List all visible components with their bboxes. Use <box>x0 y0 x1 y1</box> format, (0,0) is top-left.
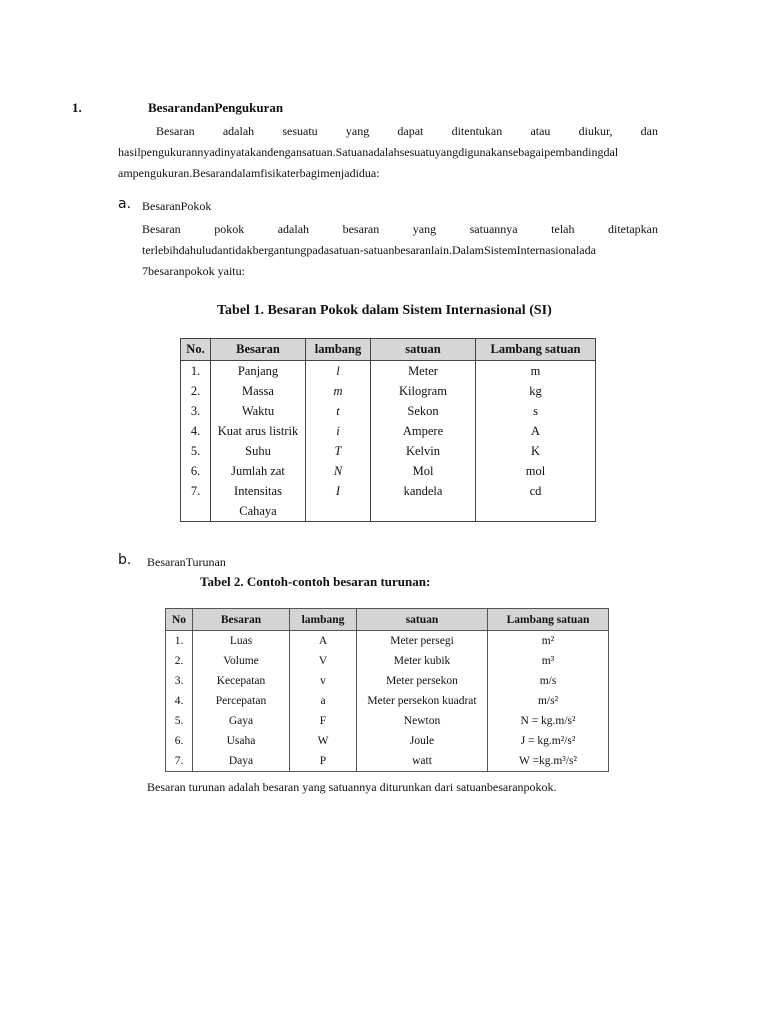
cell-besaran: Kuat arus listrik <box>211 421 306 441</box>
table-row <box>181 441 596 461</box>
cell-no: 1. <box>181 361 211 382</box>
table-row <box>181 461 596 481</box>
cell-satuan: Mol <box>371 461 476 481</box>
cell-lambang-satuan: m² <box>488 631 609 652</box>
header-cell: Besaran <box>211 339 306 361</box>
cell-satuan: kandela <box>371 481 476 501</box>
table-row <box>166 631 609 652</box>
section-number: 1. <box>72 100 82 115</box>
table-row <box>181 481 596 501</box>
cell-lambang <box>306 501 371 522</box>
cell-lambang-satuan: mol <box>476 461 596 481</box>
cell-lambang-satuan: s <box>476 401 596 421</box>
cell-satuan: Meter persegi <box>357 631 488 652</box>
cell-satuan: Meter kubik <box>357 651 488 671</box>
cell-lambang: m <box>306 381 371 401</box>
cell-no: 1. <box>166 631 193 652</box>
cell-satuan: Meter persekon kuadrat <box>357 691 488 711</box>
cell-besaran: Percepatan <box>193 691 290 711</box>
cell-no: 6. <box>181 461 211 481</box>
cell-besaran: Volume <box>193 651 290 671</box>
cell-no: 2. <box>181 381 211 401</box>
cell-lambang-satuan: J = kg.m²/s² <box>488 731 609 751</box>
cell-lambang-satuan: W =kg.m³/s² <box>488 751 609 772</box>
table-row <box>181 421 596 441</box>
cell-no: 4. <box>166 691 193 711</box>
header-cell: Besaran <box>193 609 290 631</box>
cell-lambang: W <box>290 731 357 751</box>
cell-lambang-satuan: cd <box>476 481 596 501</box>
cell-lambang: I <box>306 481 371 501</box>
cell-besaran: Kecepatan <box>193 671 290 691</box>
cell-no: 3. <box>181 401 211 421</box>
section-title: BesarandanPengukuran <box>148 100 284 115</box>
sub-b-letter: b. <box>118 552 132 568</box>
header-cell: satuan <box>357 609 488 631</box>
table-besaran-turunan <box>165 608 609 772</box>
cell-lambang: N <box>306 461 371 481</box>
cell-no: 6. <box>166 731 193 751</box>
table1-caption: Tabel 1. Besaran Pokok dalam Sistem Internasional (SI) <box>217 303 552 318</box>
cell-besaran: Luas <box>193 631 290 652</box>
table-row <box>181 361 596 382</box>
sub-b-title: BesaranTurunan <box>147 555 226 569</box>
sub-a-line: 7besaranpokok yaitu: <box>142 264 245 278</box>
table-row <box>166 671 609 691</box>
intro-paragraph <box>118 121 658 184</box>
cell-lambang: V <box>290 651 357 671</box>
cell-lambang-satuan: m/s <box>488 671 609 691</box>
cell-besaran: Panjang <box>211 361 306 382</box>
cell-lambang: v <box>290 671 357 691</box>
table2-caption: Tabel 2. Contoh-contoh besaran turunan: <box>200 574 431 589</box>
cell-lambang-satuan: m³ <box>488 651 609 671</box>
cell-besaran: Cahaya <box>211 501 306 522</box>
cell-lambang-satuan: K <box>476 441 596 461</box>
sub-a-paragraph <box>142 219 658 282</box>
header-cell: Lambang satuan <box>476 339 596 361</box>
cell-no: 7. <box>181 481 211 501</box>
cell-besaran: Usaha <box>193 731 290 751</box>
table-row <box>166 651 609 671</box>
cell-no: 2. <box>166 651 193 671</box>
sub-a-letter: a. <box>118 196 132 212</box>
header-cell: No <box>166 609 193 631</box>
closing-sentence: Besaran turunan adalah besaran yang satuannya diturunkan dari satuanbesaranpokok. <box>147 780 557 794</box>
cell-lambang-satuan: kg <box>476 381 596 401</box>
cell-satuan: Newton <box>357 711 488 731</box>
cell-besaran: Gaya <box>193 711 290 731</box>
cell-besaran: Intensitas <box>211 481 306 501</box>
table-row <box>181 401 596 421</box>
cell-no: 7. <box>166 751 193 772</box>
cell-no <box>181 501 211 522</box>
table-row <box>166 711 609 731</box>
cell-satuan: Meter persekon <box>357 671 488 691</box>
sub-a-line: Besaran pokok adalah besaran yang satuannya telah ditetapkan <box>142 222 658 236</box>
cell-satuan: Kilogram <box>371 381 476 401</box>
cell-lambang: i <box>306 421 371 441</box>
intro-line: ampengukuran.Besarandalamfisikaterbagimenjadidua: <box>118 166 380 180</box>
cell-besaran: Massa <box>211 381 306 401</box>
cell-satuan: Sekon <box>371 401 476 421</box>
cell-satuan: Meter <box>371 361 476 382</box>
cell-lambang: F <box>290 711 357 731</box>
cell-lambang: l <box>306 361 371 382</box>
cell-lambang-satuan: m/s² <box>488 691 609 711</box>
cell-satuan: Joule <box>357 731 488 751</box>
sub-a-title: BesaranPokok <box>142 199 212 213</box>
table-row <box>166 751 609 772</box>
cell-besaran: Suhu <box>211 441 306 461</box>
cell-no: 5. <box>166 711 193 731</box>
cell-satuan: Ampere <box>371 421 476 441</box>
cell-lambang-satuan: A <box>476 421 596 441</box>
table-row <box>166 691 609 711</box>
header-cell: No. <box>181 339 211 361</box>
table-row <box>181 501 596 522</box>
cell-lambang-satuan <box>476 501 596 522</box>
cell-besaran: Jumlah zat <box>211 461 306 481</box>
table-row <box>181 381 596 401</box>
intro-line: hasilpengukurannyadinyatakandengansatuan.Satuanadalahsesuatuyangdigunakansebagaipembandingdal <box>118 145 619 159</box>
cell-lambang: A <box>290 631 357 652</box>
sub-a-line: terlebihdahuludantidakbergantungpadasatuan-satuanbesaranlain.DalamSistemInternasionalada <box>142 243 596 257</box>
cell-lambang-satuan: m <box>476 361 596 382</box>
cell-no: 3. <box>166 671 193 691</box>
cell-satuan: Kelvin <box>371 441 476 461</box>
header-cell: Lambang satuan <box>488 609 609 631</box>
header-cell: satuan <box>371 339 476 361</box>
cell-lambang-satuan: N = kg.m/s² <box>488 711 609 731</box>
cell-lambang: a <box>290 691 357 711</box>
cell-lambang: t <box>306 401 371 421</box>
cell-lambang: P <box>290 751 357 772</box>
cell-satuan <box>371 501 476 522</box>
header-cell: lambang <box>290 609 357 631</box>
table-header-row <box>181 339 596 361</box>
header-cell: lambang <box>306 339 371 361</box>
cell-no: 5. <box>181 441 211 461</box>
table-besaran-pokok <box>180 338 596 522</box>
cell-lambang: T <box>306 441 371 461</box>
table-header-row <box>166 609 609 631</box>
cell-satuan: watt <box>357 751 488 772</box>
intro-line: Besaran adalah sesuatu yang dapat ditentukan atau diukur, dan <box>156 124 658 138</box>
cell-besaran: Waktu <box>211 401 306 421</box>
table-row <box>166 731 609 751</box>
cell-no: 4. <box>181 421 211 441</box>
cell-besaran: Daya <box>193 751 290 772</box>
